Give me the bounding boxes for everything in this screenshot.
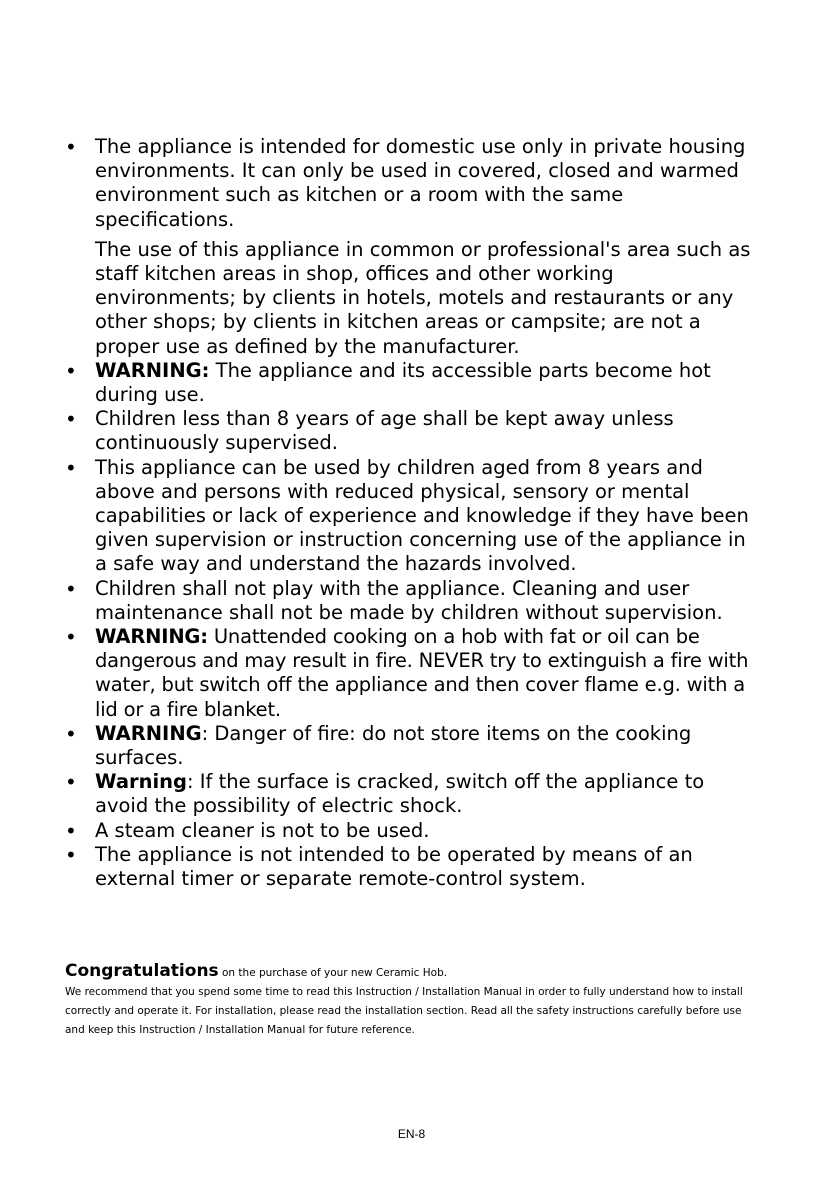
warning-text: Unattended cooking on a hob with fat or oil can be dangerous and may result in fire. NEVER try to extinguish a fire with water, but switch off the appliance and then cover flame e.g. with a lid or a fire blanket.	[95, 625, 749, 721]
warning-label: WARNING:	[95, 625, 208, 649]
list-item	[60, 843, 760, 891]
congratulations-heading: Congratulations	[65, 961, 219, 981]
page-number: EN-8	[397, 1127, 426, 1141]
list-item	[60, 359, 760, 407]
congratulations-tail: on the purchase of your new Ceramic Hob.	[218, 967, 448, 979]
professional-use-paragraph: The use of this appliance in common or professional's area such as staff kitchen areas in shop, offices and other working environments; by clients in hotels, motels and restaurants or any other shops; by clients in kitchen areas or campsite; are not a proper use as defined by the manufacturer.	[95, 237, 751, 358]
warning-text: : If the surface is cracked, switch off the appliance to avoid the possibility of electric shock.	[95, 770, 705, 818]
warning-label: WARNING:	[95, 358, 210, 382]
warning-text: : Danger of fire: do not store items on the cooking surfaces.	[95, 721, 692, 770]
warning-label: Warning	[95, 770, 187, 794]
domestic-use-paragraph: • The appliance is intended for domestic use only in private housing environments. It can only be used in covered, closed and warmed environment such as kitchen or a room with the same specifications.	[95, 135, 746, 231]
congratulations-section	[65, 962, 755, 1040]
item-text: Children less than 8 years of age shall be kept away unless continuously supervised.	[95, 407, 674, 455]
list-item	[60, 770, 760, 818]
list-item	[60, 407, 760, 455]
item-text: The appliance is not intended to be operated by means of an external timer or separate remote-control system.	[95, 842, 693, 891]
list-item	[60, 135, 760, 359]
warning-text: The appliance and its accessible parts become hot during use.	[95, 358, 711, 407]
list-item	[60, 819, 760, 843]
item-text: Children shall not play with the appliance. Cleaning and user maintenance shall not be made by children without supervision.	[95, 576, 723, 624]
safety-instructions-list	[60, 135, 760, 891]
list-item	[60, 722, 760, 770]
item-text: This appliance can be used by children aged from 8 years and above and persons with reduced physical, sensory or mental capabilities or lack of experience and knowledge if they have been given supervision or instruction concerning use of the appliance in a safe way and understand the hazards involved.	[95, 455, 749, 576]
item-text: A steam cleaner is not to be used.	[95, 818, 430, 842]
list-item	[60, 625, 760, 722]
congratulations-body: We recommend that you spend some time to read this Instruction / Installation Manual in order to fully understand how to install correctly and operate it. For installation, please read the installation section. Read all the safety instructions carefully before use and keep this Instruction / Installation Manual for future reference.	[65, 986, 743, 1036]
list-item	[60, 456, 760, 577]
warning-label: WARNING	[95, 721, 202, 745]
list-item	[60, 577, 760, 625]
